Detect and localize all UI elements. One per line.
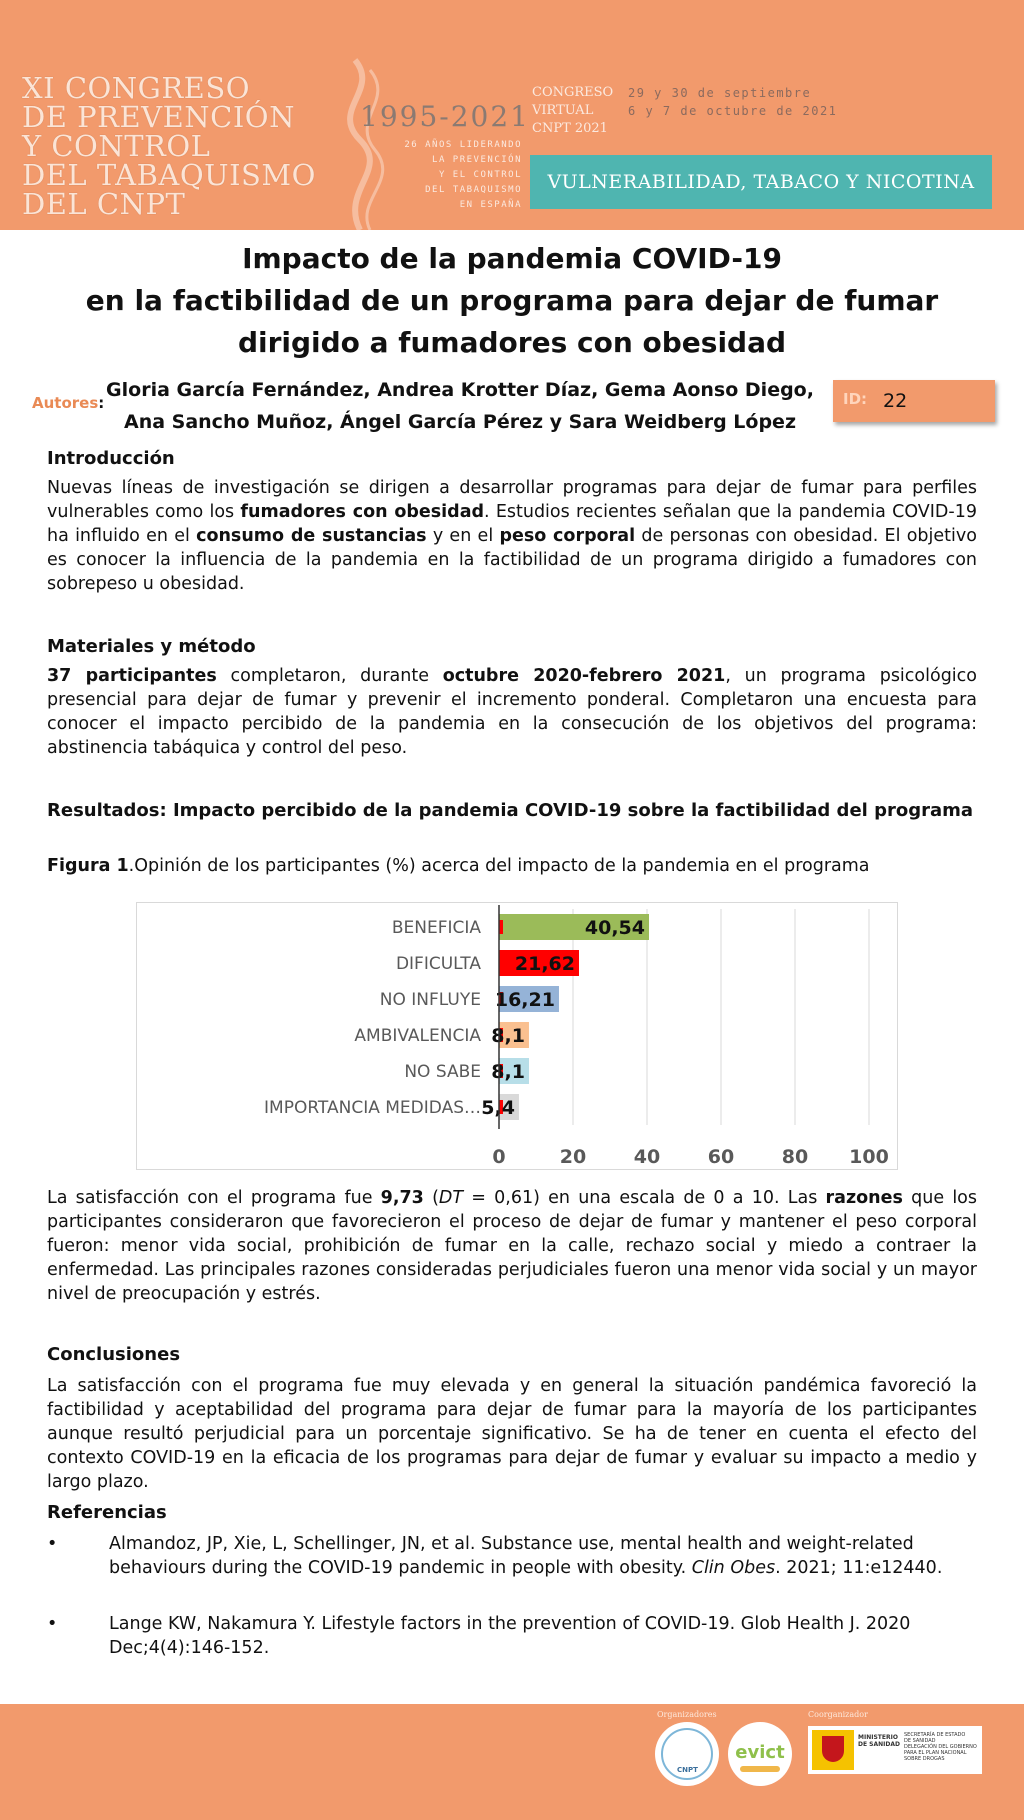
authors-label: Autores: xyxy=(32,394,105,412)
results-paragraph: La satisfacción con el programa fue 9,73 (DT = 0,61) en una escala de 0 a 10. Las razones que los participantes consideraron que favorecieron el proceso de dejar de fumar y mantener el peso corporal fueron: menor vida social, prohibición de fumar en la calle, rechazo social y miedo a contraer la enfermedad. Las principales razones consideradas perjudiciales fueron una menor vida social y un mayor nivel de preocupación y estrés. xyxy=(47,1188,978,1304)
results-heading: Resultados: Impacto percibido de la pandemia COVID-19 sobre la factibilidad del programa xyxy=(47,800,974,821)
coat-of-arms-icon xyxy=(822,1736,844,1762)
congress-title: XI CONGRESO DE PREVENCIÓN Y CONTROL DEL TABAQUISMO DEL CNPT xyxy=(22,71,316,221)
congress-header xyxy=(0,0,1024,230)
reference-text: Almandoz, JP, Xie, L, Schellinger, JN, et al. Substance use, mental health and weight-related behaviours during the COVID-19 pandemic in people with obesity. Clin Obes. 2021; 11:e12440. xyxy=(109,1534,943,1578)
tick-label: 100 xyxy=(849,1146,889,1168)
figure-caption: Figura 1.Opinión de los participantes (%) acerca del impacto de la pandemia en el programa xyxy=(47,856,870,876)
impact-bar-chart xyxy=(136,902,898,1170)
conclusions-paragraph: La satisfacción con el programa fue muy elevada y en general la situación pandémica favoreció la factibilidad y aceptabilidad del programa para dejar de fumar para la mayoría de los participantes aunque resultó perjudicial para un porcentaje significativo. Se ha de tener en cuenta el efecto del contexto COVID-19 en la eficacia de los programas para dejar de fumar y evaluar su impacto a medio y largo plazo. xyxy=(47,1376,977,1492)
reference-text: Lange KW, Nakamura Y. Lifestyle factors in the prevention of COVID-19. Glob Health J. 2020 Dec;4(4):146-152. xyxy=(109,1614,911,1658)
category-label: DIFICULTA xyxy=(395,954,481,974)
bullet: • xyxy=(47,1534,58,1554)
value-label: 16,21 xyxy=(494,989,555,1011)
tick-label: 40 xyxy=(633,1146,661,1168)
footer xyxy=(0,1704,1024,1820)
tick-label: 60 xyxy=(707,1146,735,1168)
methods-paragraph: 37 participantes completaron, durante octubre 2020-febrero 2021, un programa psicológico presencial para dejar de fumar y prevenir el incremento ponderal. Completaron una encuesta para conocer el impacto percibido de la pandemia en la consecución de los objetivos del programa: abstinencia tabáquica y control del peso. xyxy=(47,666,977,758)
category-label: NO SABE xyxy=(404,1062,481,1082)
cnpt-logo: CNPT xyxy=(655,1722,719,1786)
value-label: 40,54 xyxy=(584,917,645,939)
category-label: NO INFLUYE xyxy=(379,990,481,1010)
id-box xyxy=(833,380,995,422)
anniversary-years: 1995-2021 xyxy=(360,100,530,133)
value-label: 8,1 xyxy=(491,1025,525,1047)
reference-item xyxy=(47,1532,977,1604)
value-label: 5,4 xyxy=(481,1097,515,1119)
coorganizer-label: Coorganizador xyxy=(808,1710,868,1719)
references-heading: Referencias xyxy=(47,1502,167,1523)
poster-title: Impacto de la pandemia COVID-19 en la factibilidad de un programa para dejar de fumar dirigido a fumadores con obesidad xyxy=(85,242,939,359)
chart-svg xyxy=(137,903,897,1169)
intro-heading: Introducción xyxy=(47,448,175,469)
virtual-congress-label: CONGRESO VIRTUAL CNPT 2021 xyxy=(532,85,614,136)
tick-label: 80 xyxy=(781,1146,809,1168)
conclusions-heading: Conclusiones xyxy=(47,1344,181,1365)
value-label: 8,1 xyxy=(491,1061,525,1083)
anniversary-tagline: 26 AÑOS LIDERANDO LA PREVENCIÓN Y EL CONTROL DEL TABAQUISMO EN ESPAÑA xyxy=(404,140,522,210)
category-label: IMPORTANCIA MEDIDAS… xyxy=(264,1098,481,1118)
id-value: 22 xyxy=(883,390,908,412)
value-label: 21,62 xyxy=(514,953,575,975)
intro-paragraph: Nuevas líneas de investigación se dirigen a desarrollar programas para dejar de fumar para perfiles vulnerables como los fumadores con obesidad. Estudios recientes señalan que la pandemia COVID-19 ha influido en el consumo de sustancias y en el peso corporal de personas con obesidad. El objetivo es conocer la influencia de la pandemia en la factibilidad de un programa dirigido a fumadores con sobrepeso u obesidad. xyxy=(47,478,977,594)
tick-label: 0 xyxy=(492,1146,506,1168)
category-label: AMBIVALENCIA xyxy=(354,1026,481,1046)
theme-banner: VULNERABILIDAD, TABACO Y NICOTINA xyxy=(530,155,992,209)
congress-dates: 29 y 30 de septiembre 6 y 7 de octubre de 2021 xyxy=(628,86,838,118)
id-label: ID: xyxy=(843,390,868,408)
methods-heading: Materiales y método xyxy=(47,636,256,657)
bullet: • xyxy=(47,1614,58,1634)
reference-item xyxy=(47,1612,977,1660)
category-label: BENEFICIA xyxy=(391,918,481,938)
organizers-label: Organizadores xyxy=(657,1710,717,1719)
tick-label: 20 xyxy=(559,1146,587,1168)
evict-logo: evict xyxy=(728,1722,792,1786)
ministry-logo: MINISTERIO DE SANIDAD SECRETARÍA DE ESTADO DE SANIDAD DELEGACIÓN DEL GOBIERNO PARA EL PLAN NACIONAL SOBRE DROGAS xyxy=(808,1726,982,1774)
authors-list: Gloria García Fernández, Andrea Krotter Díaz, Gema Aonso Diego, Ana Sancho Muñoz, Ángel García Pérez y Sara Weidberg López xyxy=(106,379,814,433)
